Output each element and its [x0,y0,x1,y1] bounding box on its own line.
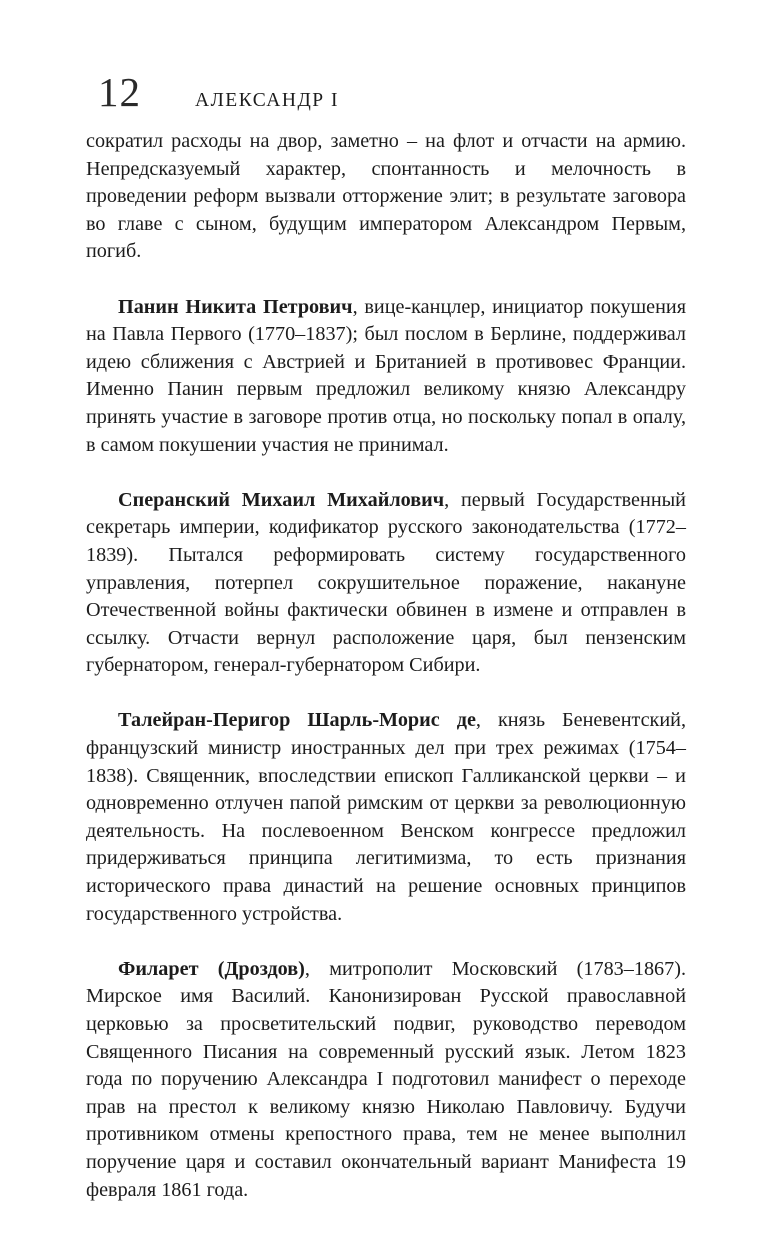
entry-text: , князь Беневентский, французский министр иностранных дел при трех режимах (1754–1838). Священник, впоследствии епископ Галликанской церкви – и одновременно отлучен папой римским от церкви за революционную деятельность. На послевоенном Венском конгрессе предложил придерживаться принципа легитимизма, то есть признания исторического права династий на решение основных принципов государственного устройства. [86,709,686,925]
running-title: АЛЕКСАНДР I [195,90,339,111]
page-header [98,64,339,120]
page-number: 12 [98,69,141,115]
entry-name: Панин Никита Петрович [118,295,353,318]
entry-filaret [86,956,686,1204]
entry-speransky [86,487,686,680]
intro-paragraph: сократил расходы на двор, заметно – на флот и отчасти на армию. Непредсказуемый характер, спонтанность и мелочность в проведении реформ вызвали отторжение элит; в результате заговора во главе с сыном, будущим императором Александром Первым, погиб. [86,130,686,263]
entry-talleyrand [86,707,686,928]
entry-name: Сперанский Михаил Михайлович [118,488,445,511]
entry-name: Талейран-Перигор Шарль-Морис де [118,709,476,732]
entry-text: , вице-канцлер, инициатор покушения на Павла Первого (1770–1837); был послом в Берлине, поддерживал идею сближения с Австрией и Британией в противовес Франции. Именно Панин первым предложил великому князю Александру принять участие в заговоре против отца, но поскольку попал в опалу, в самом покушении участия не принимал. [86,295,686,456]
entry-text: , митрополит Московский (1783–1867). Мирское имя Василий. Канонизирован Русской православной церковью за просветительский подвиг, руководство переводом Священного Писания на современный русский язык. Летом 1823 года по поручению Александра I подготовил манифест о переходе прав на престол к великому князю Николаю Павловичу. Будучи противником отмены крепостного права, тем не менее выполнил поручение царя и составил окончательный вариант Манифеста 19 февраля 1861 года. [86,957,687,1201]
entry-name: Филарет (Дроздов) [118,957,305,980]
page-body [86,128,686,1204]
entry-panin [86,294,686,460]
entry-text: , первый Государственный секретарь империи, кодификатор русского законодательства (1772–1839). Пытался реформировать систему государственного управления, потерпел сокрушительное поражение, накануне Отечественной войны фактически обвинен в измене и отправлен в ссылку. Отчасти вернул расположение царя, был пензенским губернатором, генерал-губернатором Сибири. [86,488,686,677]
